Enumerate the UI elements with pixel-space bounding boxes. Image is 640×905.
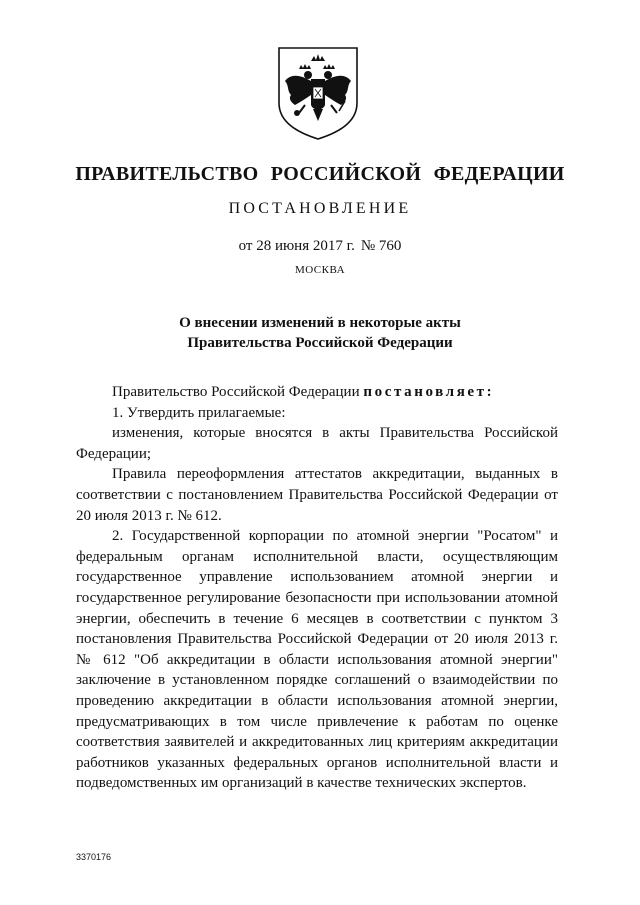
document-heading	[0, 313, 640, 353]
document-code: 3370176	[76, 852, 112, 862]
document-type: ПОСТАНОВЛЕНИЕ	[228, 200, 412, 217]
item-1: 1. Утвердить прилагаемые:	[112, 404, 286, 421]
heading-line-1: О внесении изменений в некоторые акты	[179, 315, 461, 331]
document-date: от 28 июня 2017 г.	[238, 238, 355, 254]
item-2: 2. Государственной корпорации по атомной энергии "Росатом" и федеральным органам исполнительной власти, осуществляющим государственное управление использованием атомной энергии и государственное регулирование безопасности при использовании атомной энергии, обеспечить в течение 6 месяцев в соответствии с пунктом 3 постановления Правительства Российской Федерации от 20 июля 2013 г. № 612 "Об аккредитации в области использования атомной энергии" заключение в установленном порядке соглашений о взаимодействии по проведению аккредитации в области использования атомной энергии, предусматривающих в том числе привлечение к работам по оценке соответствия заявителей и аккредитованных лиц критериям аккредитации работников указанных федеральных органов исполнительной власти и подведомственных им организаций в качестве технических экспертов.	[76, 528, 558, 792]
russian-coat-of-arms-icon	[275, 45, 361, 141]
date-number-line	[0, 238, 640, 255]
document-body	[76, 382, 558, 794]
intro-text: Правительство Российской Федерации	[112, 384, 360, 400]
heading-line-2: Правительства Российской Федерации	[187, 335, 453, 351]
city: МОСКВА	[294, 264, 346, 276]
intro-paragraph	[76, 382, 558, 403]
government-title: ПРАВИТЕЛЬСТВО РОССИЙСКОЙ ФЕДЕРАЦИИ	[75, 163, 565, 185]
document-number: № 760	[360, 238, 402, 254]
item-1-a: изменения, которые вносятся в акты Правительства Российской Федерации;	[76, 425, 558, 462]
decree-word: постановляет:	[363, 384, 495, 400]
item-1-b: Правила переоформления аттестатов аккредитации, выданных в соответствии с постановлением Правительства Российской Федерации от 20 июля 2013 г. № 612.	[76, 466, 558, 524]
